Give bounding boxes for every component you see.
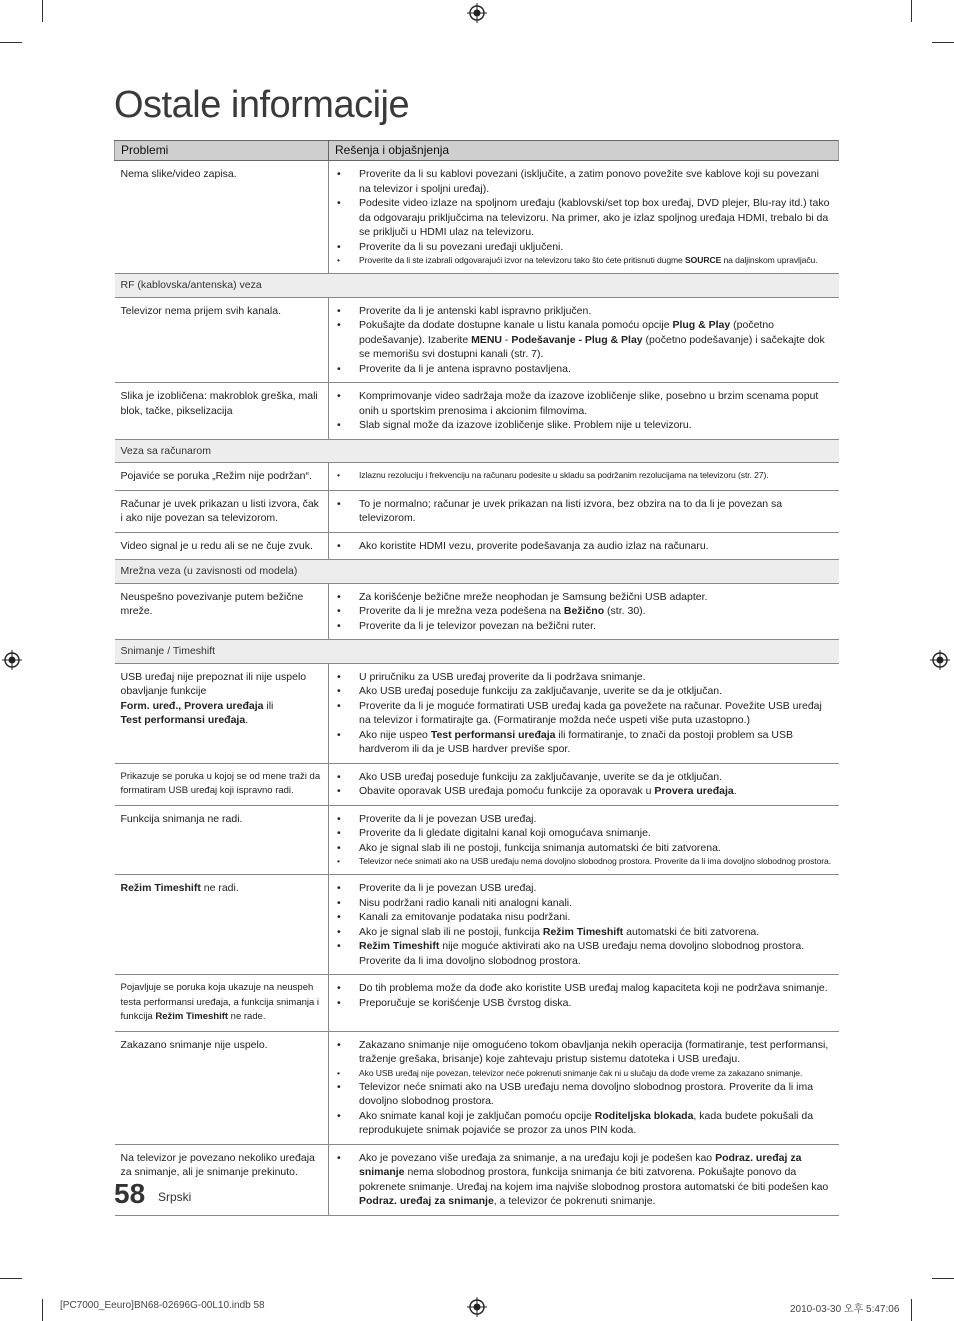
page-number: 58 [114,1178,146,1209]
section-title: Snimanje / Timeshift [115,640,839,664]
troubleshooting-table [114,140,839,1216]
solution-item: • Kanali za emitovanje podataka nisu podržani. [359,910,833,925]
table-row [115,490,839,532]
solution-item: • Proverite da li je povezan USB uređaj. [359,812,833,827]
solution-item: • Proverite da li je mrežna veza podešena na Bežično (str. 30). [359,604,833,619]
problem-cell: USB uređaj nije prepoznat ili nije uspelo obavljanje funkcije Form. uređ., Provera uređaja ili Test performansi uređaja. [115,663,329,763]
problem-cell: Neuspešno povezivanje putem bežične mreže. [115,583,329,640]
solution-cell [329,1144,839,1215]
solution-item: • Televizor neće snimati ako na USB uređaju nema dovoljno slobodnog prostora. Proverite da li ima dovoljno slobodnog prostora. [359,855,833,868]
print-date-info: 2010-03-30 오후 5:47:06 [790,1304,900,1315]
crop-mark [0,42,22,43]
solution-item: • Ako koristite HDMI vezu, proverite podešavanja za audio izlaz na računaru. [359,539,833,554]
table-row [115,763,839,805]
solution-item: • Nisu podržani radio kanali niti analogni kanali. [359,896,833,911]
page-title: Ostale informacije [114,84,410,126]
solution-item: • Proverite da li je povezan USB uređaj. [359,881,833,896]
table-row [115,297,839,383]
solution-item: • Proverite da li je antenski kabl ispravno priključen. [359,304,833,319]
solution-item: • Do tih problema može da dođe ako koristite USB uređaj malog kapaciteta koji ne podržava snimanje. [359,981,833,996]
section-row [115,640,839,664]
solution-item: • Za korišćenje bežične mreže neophodan je Samsung bežični USB adapter. [359,590,833,605]
solution-item: • Ako je signal slab ili ne postoji, funkcija snimanja automatski će biti zatvorena. [359,841,833,856]
solution-item: • Proverite da li je antena ispravno postavljena. [359,362,833,377]
crop-mark [932,1278,954,1279]
solution-item: • Ako USB uređaj poseduje funkciju za zaključavanje, uverite se da je otključan. [359,684,833,699]
print-file-info: [PC7000_Eeuro]BN68-02696G-00L10.indb 58 [60,1300,265,1311]
table-row [115,1144,839,1215]
table-row [115,383,839,440]
solution-cell [329,763,839,805]
problem-cell: Režim Timeshift ne radi. [115,875,329,975]
solution-item: • U priručniku za USB uređaj proverite da li podržava snimanje. [359,670,833,685]
crop-mark [911,1299,912,1321]
column-header-solutions: Rešenja i objašnjenja [329,141,839,161]
problem-cell: Televizor nema prijem svih kanala. [115,297,329,383]
solution-item: • Ako USB uređaj nije povezan, televizor neće pokrenuti snimanje čak ni u slučaju da dođe vreme za zakazano snimanje. [359,1067,833,1080]
section-row [115,439,839,463]
solution-cell [329,463,839,491]
solution-item: • Proverite da li su povezani uređaji uključeni. [359,240,833,255]
crop-mark [911,0,912,22]
solution-item: • Proverite da li gledate digitalni kanal koji omogućava snimanje. [359,826,833,841]
crop-mark [932,42,954,43]
solution-cell [329,532,839,560]
table-row [115,805,839,875]
solution-item: • Proverite da li je moguće formatirati USB uređaj kada ga povežete na računar. Povežite USB uređaj na televizor i formatirajte ga. (Formatiranje možda neće uspeti više puta uzastopno.) [359,699,833,728]
problem-cell: Pojaviće se poruka „Režim nije podržan“. [115,463,329,491]
crop-mark [0,1278,22,1279]
problem-cell: Prikazuje se poruka u kojoj se od mene traži da formatiram USB uređaj koji ispravno radi. [115,763,329,805]
solution-item: • Ako USB uređaj poseduje funkciju za zaključavanje, uverite se da je otključan. [359,770,833,785]
table-row [115,975,839,1032]
table-row [115,875,839,975]
solution-item: • Preporučuje se korišćenje USB čvrstog diska. [359,996,833,1011]
crop-mark [42,0,43,22]
table-row [115,161,839,274]
solution-item: • Proverite da li su kablovi povezani (isključite, a zatim ponovo povežite sve kablove koji su povezani na televizor i spoljni uređaj). [359,167,833,196]
solution-item: • Pokušajte da dodate dostupne kanale u listu kanala pomoću opcije Plug & Play (početno podešavanje). Izaberite MENU - Podešavanje - Plug & Play (početno podešavanje) i sačekajte dok se memorišu svi dostupni kanali (str. 7). [359,318,833,362]
table-row [115,663,839,763]
solution-cell [329,383,839,440]
section-title: Mrežna veza (u zavisnosti od modela) [115,560,839,584]
section-row [115,560,839,584]
solution-item: • To je normalno; računar je uvek prikazan na listi izvora, bez obzira na to da li je povezan sa televizorom. [359,497,833,526]
solution-item: • Proverite da li je televizor povezan na bežični ruter. [359,619,833,634]
solution-item: • Ako nije uspeo Test performansi uređaja ili formatiranje, to znači da postoji problem sa USB hardverom ili da je USB hardver previše spor. [359,728,833,757]
table-header-row [115,141,839,161]
solution-item: • Slab signal može da izazove izobličenje slike. Problem nije u televizoru. [359,418,833,433]
problem-cell: Zakazano snimanje nije uspelo. [115,1031,329,1144]
solution-item: • Proverite da li ste izabrali odgovarajući izvor na televizoru tako što ćete pritisnuti dugme SOURCE na daljinskom upravljaču. [359,254,833,267]
solution-item: • Ako je signal slab ili ne postoji, funkcija Režim Timeshift automatski će biti zatvorena. [359,925,833,940]
registration-mark-icon [930,650,950,670]
table-row [115,583,839,640]
table-row [115,463,839,491]
solution-cell [329,663,839,763]
solution-cell [329,490,839,532]
solution-item: • Televizor neće snimati ako na USB uređaju nema dovoljno slobodnog prostora. Proverite da li ima dovoljno slobodnog prostora. [359,1080,833,1109]
problem-cell: Računar je uvek prikazan u listi izvora, čak i ako nije povezan sa televizorom. [115,490,329,532]
solution-item: • Ako je povezano više uređaja za snimanje, a na uređaju koji je podešen kao Podraz. uređaj za snimanje nema slobodnog prostora, funkcija snimanja će biti zatvorena. Pokušajte ponovo da pokrenete snimanje. Uređaj na kojem ima najviše slobodnog prostora automatski će biti podešen kao Podraz. uređaj za snimanje, a televizor će pokrenuti snimanje. [359,1151,833,1209]
solution-cell [329,297,839,383]
registration-mark-icon [2,650,22,670]
table-row [115,1031,839,1144]
solution-cell [329,875,839,975]
problem-cell: Slika je izobličena: makroblok greška, mali blok, tačke, pikselizacija [115,383,329,440]
solution-item: • Režim Timeshift nije moguće aktivirati ako na USB uređaju nema dovoljno slobodnog prostora. Proverite da li ima dovoljno slobodnog prostora. [359,939,833,968]
solution-item: • Izlaznu rezoluciju i frekvenciju na računaru podesite u skladu sa podržanim rezolucijama na televizoru (str. 27). [359,469,833,482]
solution-item: • Zakazano snimanje nije omogućeno tokom obavljanja nekih operacija (formatiranje, test performansi, traženje grešaka, brisanje) koje zahtevaju pristup sistemu datoteka i USB uređaju. [359,1038,833,1067]
problem-cell: Nema slike/video zapisa. [115,161,329,274]
problem-cell: Funkcija snimanja ne radi. [115,805,329,875]
section-title: RF (kablovska/antenska) veza [115,274,839,298]
problem-cell: Na televizor je povezano nekoliko uređaja za snimanje, ali je snimanje prekinuto. [115,1144,329,1215]
solution-cell [329,1031,839,1144]
footer-language: Srpski [158,1190,192,1204]
solution-cell [329,161,839,274]
solution-cell [329,805,839,875]
table-row [115,532,839,560]
solution-cell [329,583,839,640]
crop-mark [42,1299,43,1321]
section-title: Veza sa računarom [115,439,839,463]
solution-item: • Podesite video izlaze na spoljnom uređaju (kablovski/set top box uređaj, DVD plejer, Blu-ray itd.) tako da odgovaraju priključcima na televizoru. Na primer, ako je izlaz spoljnog uređaja HDMI, trebalo bi da se priključi u HDMI ulaz na televizoru. [359,196,833,240]
problem-cell: Video signal je u redu ali se ne čuje zvuk. [115,532,329,560]
solution-item: • Komprimovanje video sadržaja može da izazove izobličenje slike, posebno u brzim scenama poput onih u sportskim prenosima i akcionim filmovima. [359,389,833,418]
problem-cell: Pojavljuje se poruka koja ukazuje na neuspeh testa performansi uređaja, a funkcija snimanja i funkcija Režim Timeshift ne rade. [115,975,329,1032]
solution-cell [329,975,839,1032]
column-header-problems: Problemi [115,141,329,161]
solution-item: • Ako snimate kanal koji je zaključan pomoću opcije Roditeljska blokada, kada budete pokušali da reprodukujete snimak pojaviće se prozor za unos PIN koda. [359,1109,833,1138]
solution-item: • Obavite oporavak USB uređaja pomoću funkcije za oporavak u Provera uređaja. [359,784,833,799]
registration-mark-icon [467,1297,487,1317]
registration-mark-icon [467,3,487,23]
section-row [115,274,839,298]
